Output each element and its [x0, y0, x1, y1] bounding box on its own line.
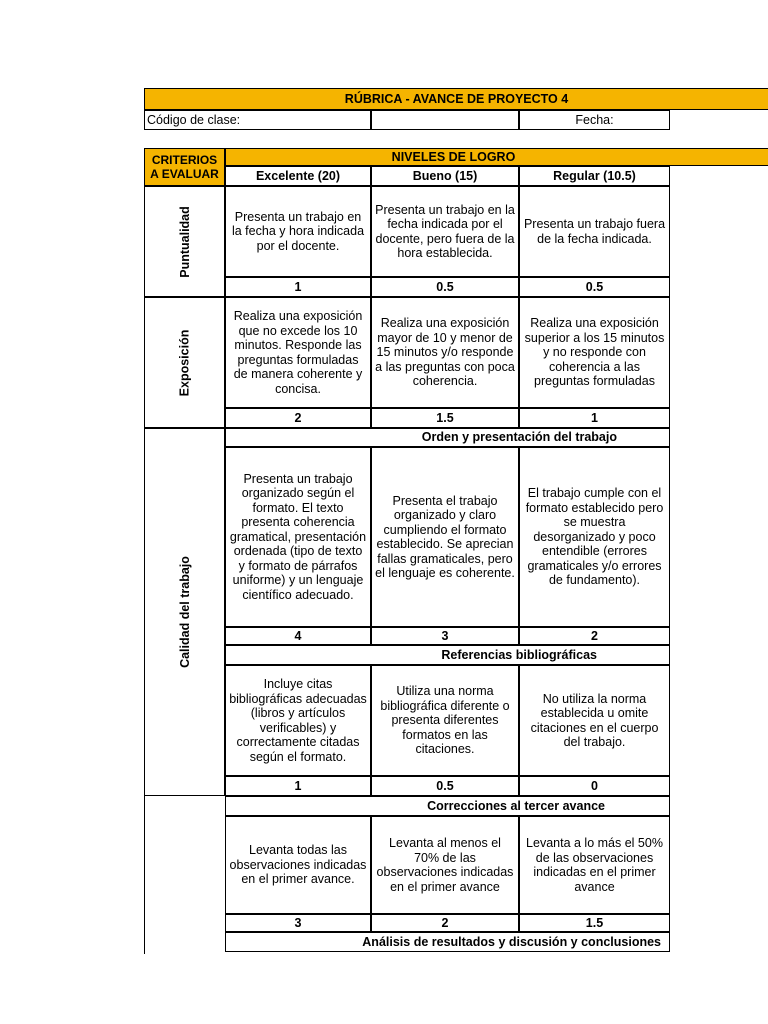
referencias-score-excelente: 1: [225, 776, 371, 796]
puntualidad-score-regular: 0.5: [519, 277, 670, 297]
correcciones-desc-bueno: Levanta al menos el 70% de las observaciones indicadas en el primer avance: [371, 816, 519, 914]
exposicion-score-bueno: 1.5: [371, 408, 519, 428]
correcciones-score-regular: 1.5: [519, 914, 670, 932]
puntualidad-score-excelente: 1: [225, 277, 371, 297]
correcciones-desc-excelente: Levanta todas las observaciones indicadas en el primer avance.: [225, 816, 371, 914]
orden-score-excelente: 4: [225, 627, 371, 645]
puntualidad-score-bueno: 0.5: [371, 277, 519, 297]
codigo-label: Código de clase:: [144, 110, 371, 130]
subtitle-analisis: Análisis de resultados y discusión y conclusiones: [225, 932, 670, 952]
subtitle-orden: Orden y presentación del trabajo: [225, 428, 670, 447]
subtitle-referencias: Referencias bibliográficas: [225, 645, 670, 665]
correcciones-desc-regular: Levanta a lo más el 50% de las observaciones indicadas en el primer avance: [519, 816, 670, 914]
exposicion-desc-bueno: Realiza una exposición mayor de 10 y menor de 15 minutos y/o responde a las preguntas con poca coherencia.: [371, 297, 519, 408]
exposicion-score-excelente: 2: [225, 408, 371, 428]
correcciones-score-excelente: 3: [225, 914, 371, 932]
codigo-field[interactable]: [371, 110, 519, 130]
criterion-label: Puntualidad: [177, 205, 192, 278]
orden-score-bueno: 3: [371, 627, 519, 645]
orden-score-regular: 2: [519, 627, 670, 645]
criterion-calidad: [144, 428, 225, 796]
exposicion-desc-excelente: Realiza una exposición que no excede los 10 minutos. Responde las preguntas formuladas de manera coherente y concisa.: [225, 297, 371, 408]
puntualidad-desc-excelente: Presenta un trabajo en la fecha y hora indicada por el docente.: [225, 186, 371, 277]
level-regular: Regular (10.5): [519, 166, 670, 186]
correcciones-score-bueno: 2: [371, 914, 519, 932]
orden-desc-bueno: Presenta el trabajo organizado y claro cumpliendo el formato establecido. Se aprecian fallas gramaticales, pero el lenguaje es coherente.: [371, 447, 519, 627]
subtitle-correcciones: Correcciones al tercer avance: [225, 796, 670, 816]
criterion-correcciones: [144, 796, 225, 954]
exposicion-score-regular: 1: [519, 408, 670, 428]
exposicion-desc-regular: Realiza una exposición superior a los 15 minutos y no responde con coherencia a las preguntas formuladas: [519, 297, 670, 408]
referencias-desc-bueno: Utiliza una norma bibliográfica diferente o presenta diferentes formatos en las citaciones.: [371, 665, 519, 776]
puntualidad-desc-bueno: Presenta un trabajo en la fecha indicada por el docente, pero fuera de la hora establecida.: [371, 186, 519, 277]
level-excelente: Excelente (20): [225, 166, 371, 186]
criterios-header: CRITERIOS A EVALUAR: [144, 148, 225, 186]
referencias-score-regular: 0: [519, 776, 670, 796]
orden-desc-excelente: Presenta un trabajo organizado según el formato. El texto presenta coherencia gramatical, presentación ordenada (tipo de texto y formato de párrafos uniforme) y un lenguaje científico adecuado.: [225, 447, 371, 627]
criterion-label: Exposición: [177, 329, 192, 396]
orden-desc-regular: El trabajo cumple con el formato establecido pero se muestra desorganizado y poco entendible (errores gramaticales y/o errores de fundamento).: [519, 447, 670, 627]
level-bueno: Bueno (15): [371, 166, 519, 186]
fecha-label: Fecha:: [519, 110, 670, 130]
puntualidad-desc-regular: Presenta un trabajo fuera de la fecha indicada.: [519, 186, 670, 277]
criterion-puntualidad: [144, 186, 225, 297]
criterion-exposicion: [144, 297, 225, 428]
referencias-score-bueno: 0.5: [371, 776, 519, 796]
rubric-title: RÚBRICA - AVANCE DE PROYECTO 4: [144, 88, 768, 110]
referencias-desc-excelente: Incluye citas bibliográficas adecuadas (libros y artículos verificables) y correctamente citadas según el formato.: [225, 665, 371, 776]
referencias-desc-regular: No utiliza la norma establecida u omite citaciones en el cuerpo del trabajo.: [519, 665, 670, 776]
criterion-label: Calidad del trabajo: [177, 556, 192, 668]
niveles-header: NIVELES DE LOGRO: [225, 148, 768, 166]
